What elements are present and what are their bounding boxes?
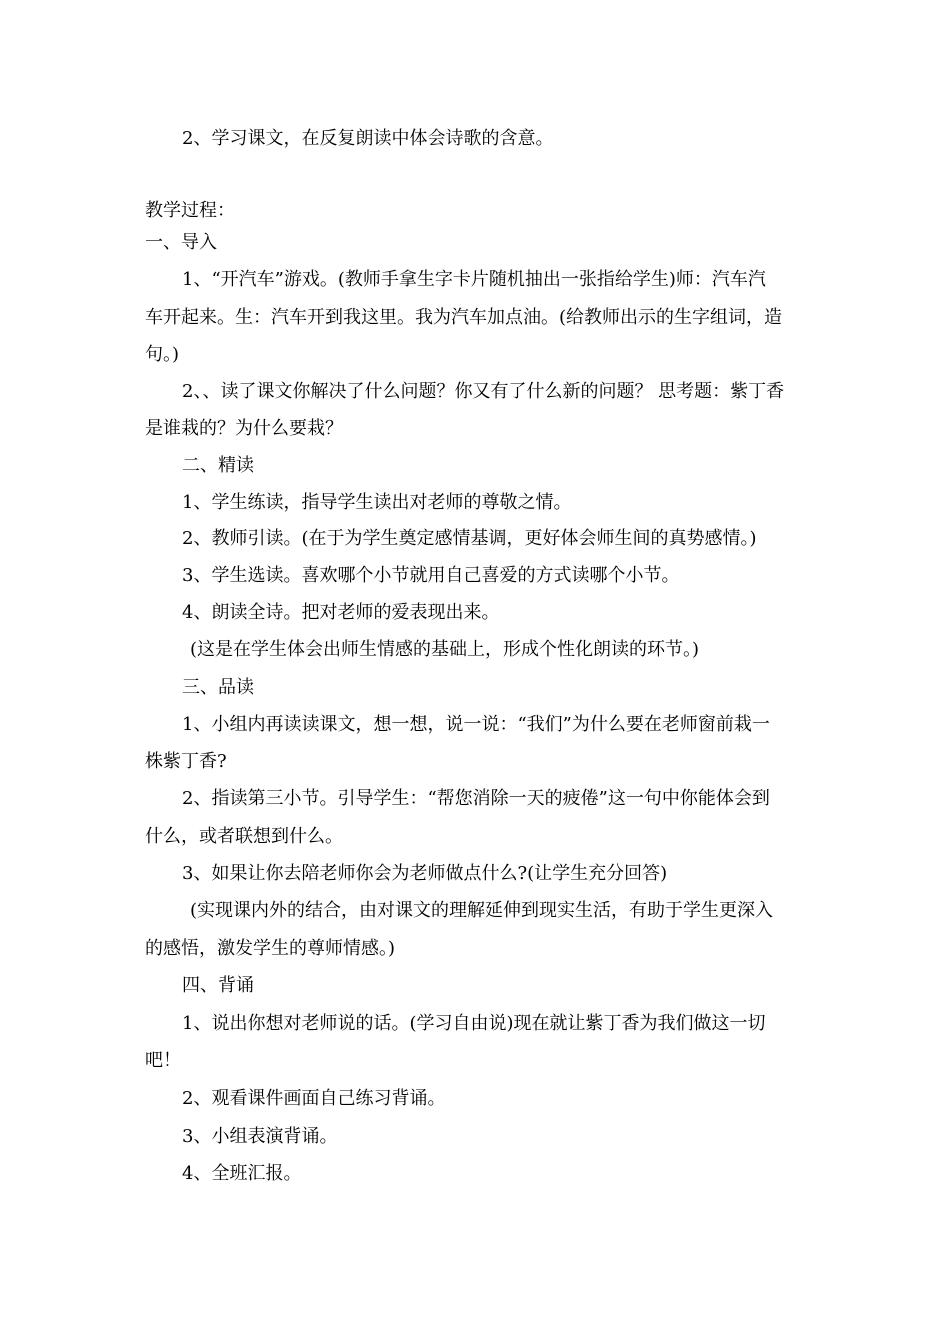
close-reading-item-2: 2、教师引读。(在于为学生奠定感情基调，更好体会师生间的真势感情。) — [182, 528, 757, 549]
appreciation-item-1-line-1: 1、小组内再读读课文，想一想，说一说：“我们”为什么要在老师窗前栽一 — [182, 714, 770, 735]
recitation-item-3: 3、小组表演背诵。 — [182, 1126, 338, 1147]
appreciation-item-3: 3、如果让你去陪老师你会为老师做点什么?(让学生充分回答) — [182, 863, 668, 884]
appreciation-note-line-1: (实现课内外的结合，由对课文的理解延伸到现实生活，有助于学生更深入 — [190, 900, 774, 921]
recitation-item-1-line-2: 吧！ — [145, 1050, 181, 1071]
intro-item-1-line-2: 车开起来。生：汽车开到我这里。我为汽车加点油。(给教师出示的生字组词，造 — [145, 307, 783, 328]
appreciation-item-1-line-2: 株紫丁香? — [145, 751, 227, 772]
close-reading-item-1: 1、学生练读，指导学生读出对老师的尊敬之情。 — [182, 492, 572, 513]
intro-item-2-line-1: 2、、读了课文你解决了什么问题？你又有了什么新的问题？ 思考题：紫丁香 — [182, 381, 785, 402]
heading-appreciation: 三、品读 — [182, 677, 254, 698]
recitation-item-1-line-1: 1、说出你想对老师说的话。(学习自由说)现在就让紫丁香为我们做这一切 — [182, 1013, 766, 1034]
appreciation-item-2-line-2: 什么，或者联想到什么。 — [145, 826, 343, 847]
section-title-teaching-process: 教学过程： — [145, 200, 235, 221]
intro-item-1-line-1: 1、“开汽车”游戏。(教师手拿生字卡片随机抽出一张指给学生)师：汽车汽 — [182, 269, 766, 290]
heading-introduction: 一、导入 — [145, 232, 217, 253]
close-reading-item-4: 4、朗读全诗。把对老师的爱表现出来。 — [182, 602, 500, 623]
appreciation-item-2-line-1: 2、指读第三小节。引导学生：“帮您消除一天的疲倦”这一句中你能体会到 — [182, 788, 770, 809]
close-reading-item-3: 3、学生选读。喜欢哪个小节就用自己喜爱的方式读哪个小节。 — [182, 565, 680, 586]
close-reading-note: (这是在学生体会出师生情感的基础上，形成个性化朗读的环节。) — [190, 639, 700, 660]
heading-close-reading: 二、精读 — [182, 455, 254, 476]
objective-2: 2、学习课文，在反复朗读中体会诗歌的含意。 — [182, 128, 554, 149]
recitation-item-4: 4、全班汇报。 — [182, 1163, 302, 1184]
intro-item-2-line-2: 是谁栽的？为什么要栽？ — [145, 418, 343, 439]
recitation-item-2: 2、观看课件画面自己练习背诵。 — [182, 1088, 446, 1109]
appreciation-note-line-2: 的感悟，激发学生的尊师情感。) — [145, 938, 396, 959]
intro-item-1-line-3: 句。) — [145, 344, 180, 365]
heading-recitation: 四、背诵 — [182, 975, 254, 996]
